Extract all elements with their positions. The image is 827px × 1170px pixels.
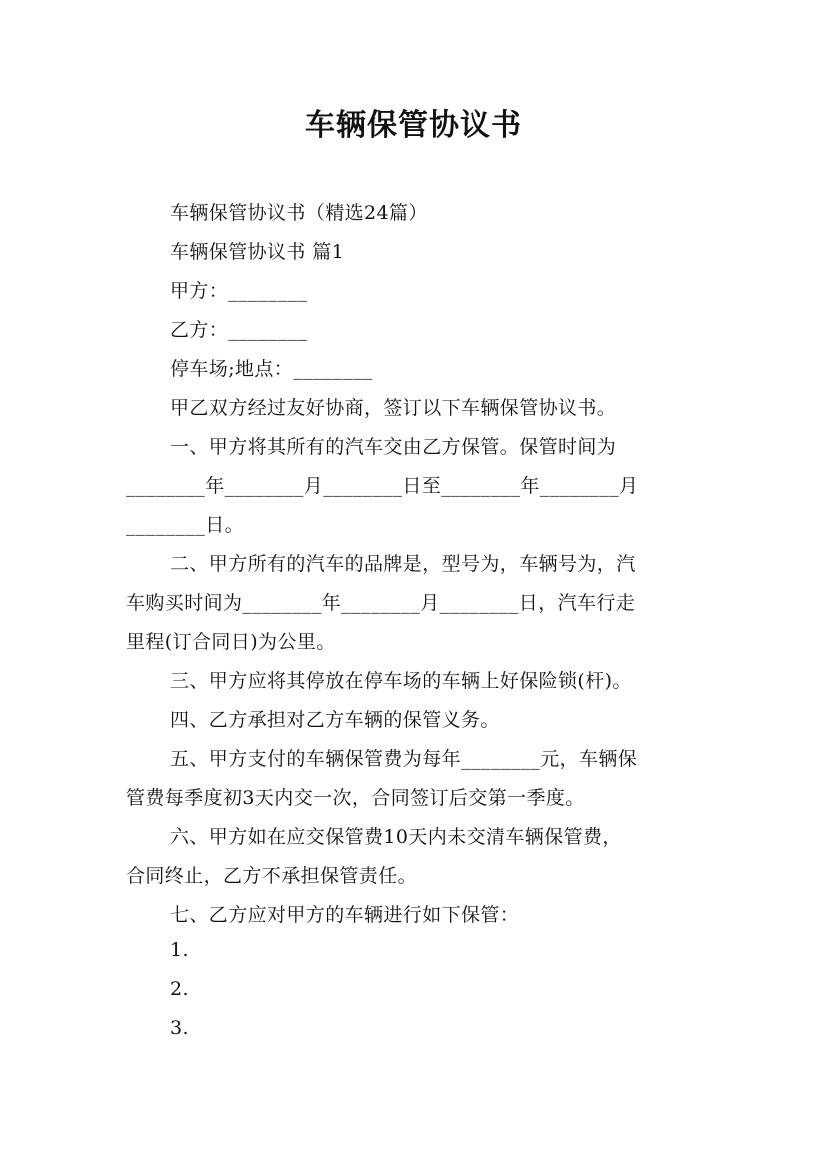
- clause-3: 三、甲方应将其停放在停车场的车辆上好保险锁(杆)。: [170, 670, 632, 692]
- parking-location-line: 停车场;地点：________: [170, 358, 373, 380]
- clause-5-line-2: 管费每季度初3天内交一次，合同签订后交第一季度。: [126, 787, 585, 809]
- section-heading: 车辆保管协议书 篇1: [170, 241, 345, 263]
- clause-1-line-1: 一、甲方将其所有的汽车交由乙方保管。保管时间为: [170, 436, 617, 458]
- party-a-line: 甲方：________: [170, 280, 308, 302]
- subtitle: 车辆保管协议书（精选24篇）: [170, 202, 428, 224]
- list-item: 3.: [170, 1017, 189, 1039]
- clause-6-line-1: 六、甲方如在应交保管费10天内未交清车辆保管费，: [170, 826, 622, 848]
- intro-paragraph: 甲乙双方经过友好协商，签订以下车辆保管协议书。: [170, 397, 617, 419]
- list-item: 1.: [170, 939, 189, 961]
- clause-6-line-2: 合同终止，乙方不承担保管责任。: [126, 865, 418, 887]
- list-item: 2.: [170, 978, 189, 1000]
- clause-7: 七、乙方应对甲方的车辆进行如下保管：: [170, 904, 520, 926]
- clause-1-line-2: ________年________月________日至________年________月: [126, 475, 639, 497]
- clause-2-line-3: 里程(订合同日)为公里。: [126, 631, 336, 653]
- clause-2-line-1: 二、甲方所有的汽车的品牌是，型号为，车辆号为，汽: [170, 553, 636, 575]
- document-title: 车辆保管协议书: [305, 108, 522, 143]
- clause-4: 四、乙方承担对乙方车辆的保管义务。: [170, 709, 500, 731]
- clause-5-line-1: 五、甲方支付的车辆保管费为每年________元，车辆保: [170, 748, 638, 770]
- party-b-line: 乙方：________: [170, 319, 308, 341]
- clause-2-line-2: 车购买时间为________年________月________日，汽车行走: [126, 592, 636, 614]
- clause-1-line-3: ________日。: [126, 514, 245, 536]
